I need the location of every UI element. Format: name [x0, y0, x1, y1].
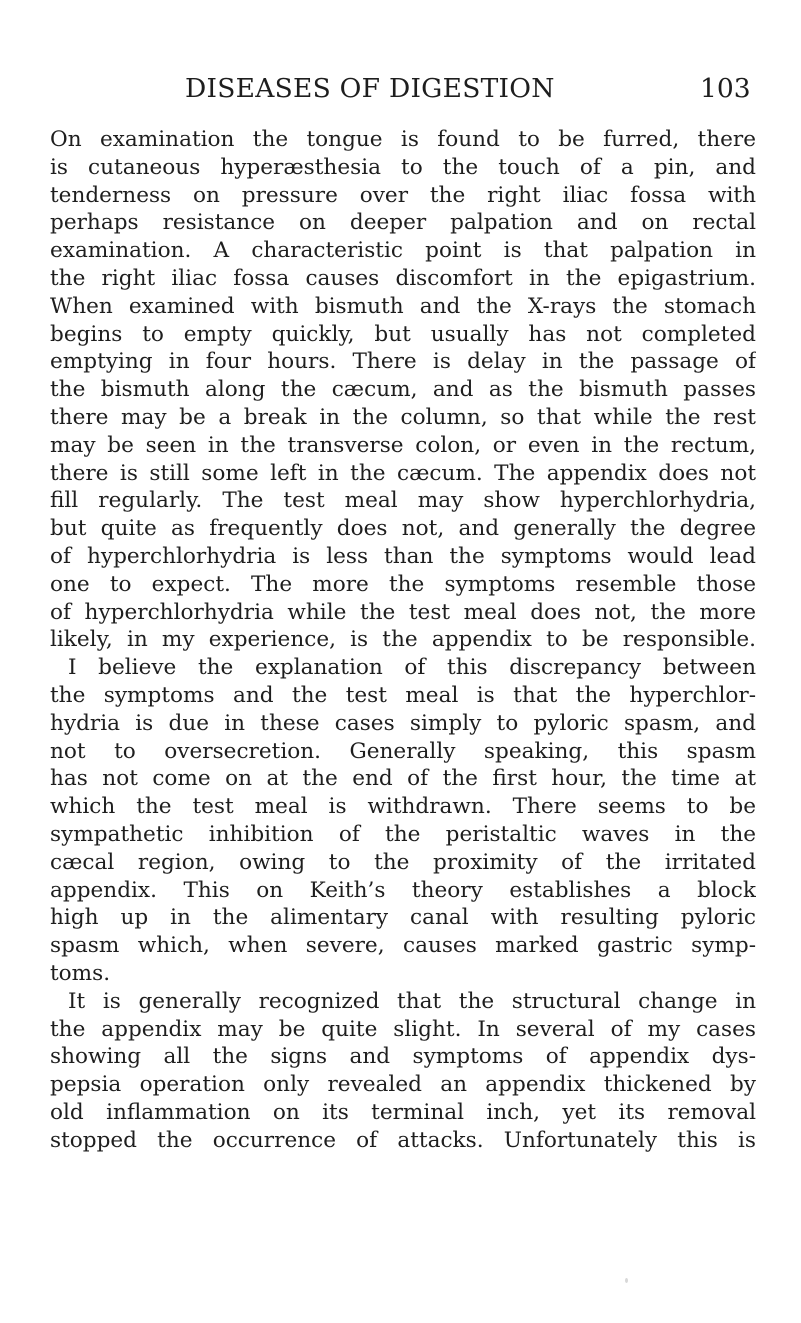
text-line: the bismuth along the cæcum, and as the bismuth passes [50, 377, 756, 403]
text-line: the symptoms and the test meal is that the hyperchlor- [50, 682, 756, 708]
text-line: but quite as frequently does not, and generally the degree [50, 516, 756, 542]
paper-speck [625, 1278, 628, 1283]
text-line: pepsia operation only revealed an appendix thickened by [50, 1072, 756, 1098]
text-line: one to expect. The more the symptoms resemble those [50, 571, 756, 597]
text-line: which the test meal is withdrawn. There seems to be [50, 794, 756, 820]
text-line: there is still some left in the cæcum. The appendix does not [50, 460, 756, 486]
text-line: stopped the occurrence of attacks. Unfortunately this is [50, 1127, 756, 1153]
text-line: perhaps resistance on deeper palpation and on rectal [50, 210, 756, 236]
running-head [0, 72, 801, 106]
running-title: DISEASES OF DIGESTION [185, 73, 555, 104]
text-line: emptying in four hours. There is delay in the passage of [50, 349, 756, 375]
text-line: has not come on at the end of the first hour, the time at [50, 766, 756, 792]
text-line: the right iliac fossa causes discomfort in the epigastrium. [50, 265, 756, 291]
text-line: fill regularly. The test meal may show hyperchlorhydria, [50, 488, 756, 514]
text-line: there may be a break in the column, so that while the rest [50, 404, 756, 430]
body-text [50, 126, 756, 1154]
text-line: When examined with bismuth and the X-rays the stomach [50, 293, 756, 319]
text-line: sympathetic inhibition of the peristaltic waves in the [50, 821, 756, 847]
text-line: hydria is due in these cases simply to pyloric spasm, and [50, 710, 756, 736]
text-line: of hyperchlorhydria is less than the symptoms would lead [50, 543, 756, 569]
text-line: On examination the tongue is found to be furred, there [50, 127, 756, 152]
text-line: examination. A characteristic point is that palpation in [50, 238, 756, 264]
text-line: old inflammation on its terminal inch, yet its removal [50, 1099, 756, 1125]
text-line: toms. [50, 960, 111, 986]
text-line: the appendix may be quite slight. In several of my cases [50, 1016, 756, 1042]
text-line: cæcal region, owing to the proximity of the irritated [50, 849, 756, 875]
text-line: appendix. This on Keith’s theory establishes a block [50, 877, 756, 903]
text-line: spasm which, when severe, causes marked gastric symp- [50, 933, 756, 959]
text-line: begins to empty quickly, but usually has not completed [50, 321, 756, 347]
text-line: showing all the signs and symptoms of appendix dys- [50, 1044, 756, 1070]
text-line: I believe the explanation of this discrepancy between [68, 655, 756, 681]
page-number: 103 [700, 73, 751, 104]
text-line: likely, in my experience, is the appendix to be responsible. [50, 627, 756, 653]
text-line: tenderness on pressure over the right iliac fossa with [50, 182, 756, 208]
text-line: not to oversecretion. Generally speaking, this spasm [50, 738, 756, 764]
text-line: high up in the alimentary canal with resulting pyloric [50, 905, 756, 931]
text-line: of hyperchlorhydria while the test meal does not, the more [50, 599, 756, 625]
text-line: may be seen in the transverse colon, or even in the rectum, [50, 432, 756, 458]
text-line: It is generally recognized that the structural change in [68, 988, 756, 1014]
text-line: is cutaneous hyperæsthesia to the touch of a pin, and [50, 154, 756, 180]
